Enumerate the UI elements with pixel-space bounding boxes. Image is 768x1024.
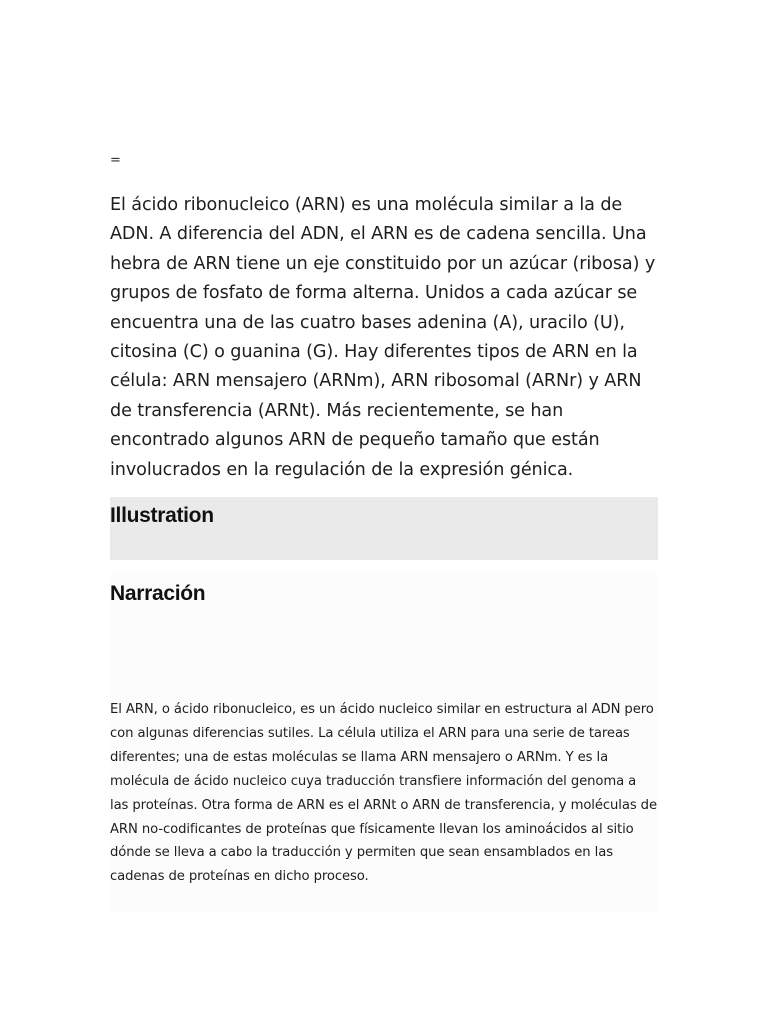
separator-marker: =: [110, 153, 121, 168]
narration-paragraph: El ARN, o ácido ribonucleico, es un ácido nucleico similar en estructura al ADN pero con algunas diferencias sutiles. La célula utiliza el ARN para una serie de tareas diferentes; una de estas moléculas se llama ARN mensajero o ARNm. Y es la molécula de ácido nucleico cuya traducción transfiere información del genoma a las proteínas. Otra forma de ARN es el ARNt o ARN de transferencia, y moléculas de ARN no-codificantes de proteínas que físicamente llevan los aminoácidos al sitio dónde se lleva a cabo la traducción y permiten que sean ensamblados en las cadenas de proteínas en dicho proceso.: [110, 702, 657, 885]
illustration-heading: Illustration: [110, 504, 214, 527]
intro-paragraph: El ácido ribonucleico (ARN) es una molécula similar a la de ADN. A diferencia del ADN, el ARN es de cadena sencilla. Una hebra de ARN tiene un eje constituido por un azúcar (ribosa) y grupos de fosfato de forma alterna. Unidos a cada azúcar se encuentra una de las cuatro bases adenina (A), uracilo (U), citosina (C) o guanina (G). Hay diferentes tipos de ARN en la célula: ARN mensajero (ARNm), ARN ribosomal (ARNr) y ARN de transferencia (ARNt). Más recientemente, se han encontrado algunos ARN de pequeño tamaño que están involucrados en la regulación de la expresión génica.: [110, 195, 656, 480]
narration-heading: Narración: [110, 582, 206, 605]
illustration-section: [110, 497, 658, 560]
narration-section: [110, 572, 658, 912]
